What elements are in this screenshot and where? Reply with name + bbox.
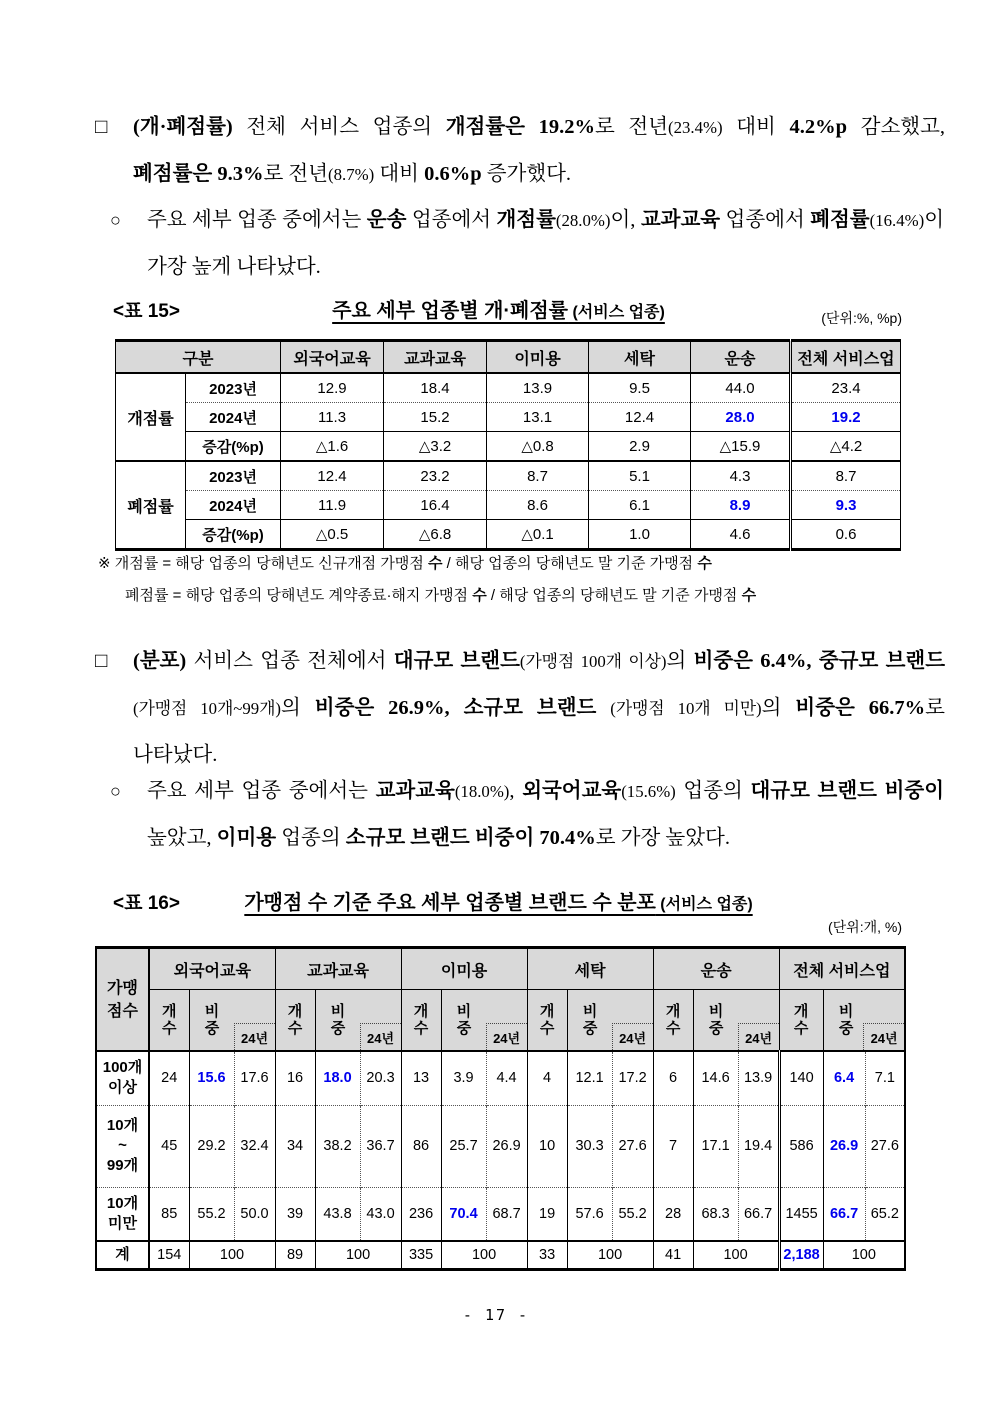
share-subheader-label: 비 중 [582,1003,598,1037]
share-cell: 29.2 [189,1105,234,1187]
share-subheader-label: 비 중 [330,1003,346,1037]
value-cell: △0.5 [281,520,384,550]
prev-year-cell: 17.6 [234,1051,275,1105]
share-subheader-label: 비 중 [204,1003,220,1037]
row-group-label: 폐점률 [116,461,186,550]
count-cell: 89 [275,1241,315,1269]
value-cell: △0.8 [487,432,589,462]
column-header-industry: 외국어교육 [281,341,384,374]
value-cell: 11.3 [281,403,384,432]
text-segment: 로 가장 높았다. [595,827,730,849]
text-segment: 개점률 [496,209,556,231]
text-segment: 비중은 26.9%, [314,697,464,719]
column-header-industry: 운송 [691,341,791,374]
table-15-footnote [98,548,906,612]
count-cell: 16 [275,1051,315,1105]
prev-year-cell: 68.7 [486,1187,527,1241]
text-segment: 비중은 6.4%, [693,650,819,672]
text-segment: 70.4% [539,827,596,849]
prev-year-subheader: 24년 [234,1023,275,1050]
table-15-title-suffix: (서비스 업종) [568,304,665,321]
share-subheader-label: 비 중 [456,1003,472,1037]
value-cell: 13.9 [487,373,589,403]
row-group-label: 개점률 [127,410,174,428]
prev-year-cell: 36.7 [360,1105,401,1187]
share-cell: 100 [315,1241,401,1269]
column-header-gubun: 구분 [116,341,281,374]
table-16-title [244,892,752,914]
value-cell: 13.1 [487,403,589,432]
value-cell: 15.2 [384,403,487,432]
prev-year-subheader: 24년 [360,1023,401,1050]
value-cell: 12.9 [281,373,384,403]
table-15 [115,339,901,551]
text-segment: 업종의 [675,780,751,802]
year-label: 2024년 [186,403,281,432]
value-cell: 12.4 [589,403,691,432]
share-cell: 18.0 [315,1051,360,1105]
table-15-caption [95,294,902,323]
year-label: 증감(%p) [186,520,281,550]
prev-year-cell: 27.6 [612,1105,653,1187]
text-segment: 4.2%p [789,116,861,138]
prev-year-subheader: 24년 [612,1023,653,1050]
share-cell: 100 [567,1241,653,1269]
text-segment: 폐점률은 9.3% [133,163,264,185]
count-cell: 1455 [779,1187,823,1241]
table-row [116,432,901,462]
value-cell: 6.1 [589,491,691,520]
text-segment: 대비 [374,163,425,185]
count-cell: 85 [149,1187,189,1241]
table-row [116,491,901,520]
text-segment: / 해당 업종의 당해년도 말 기준 가맹점 [442,555,698,572]
paragraph-distribution [95,638,945,778]
share-cell: 38.2 [315,1105,360,1187]
text-segment: 0.6%p [424,163,487,185]
prev-year-cell: 13.9 [738,1051,779,1105]
value-cell: 12.4 [281,461,384,491]
total-row [96,1241,905,1269]
count-subheader: 개 수 [779,990,823,1052]
industry-header: 교과교육 [275,948,401,990]
count-cell: 7 [653,1105,693,1187]
prev-year-cell: 19.4 [738,1105,779,1187]
year-label: 2024년 [186,491,281,520]
text-segment: 비중은 66.7% [795,697,926,719]
value-cell: △15.9 [691,432,791,462]
share-cell: 26.9 [823,1105,865,1187]
column-header-industry: 세탁 [589,341,691,374]
share-cell: 70.4 [441,1187,486,1241]
paragraph-text [133,116,945,185]
industry-header: 세탁 [527,948,653,990]
text-segment: (16.4%) [869,211,925,230]
circle-bullet-icon: ○ [110,781,121,801]
franchise-count-corner-header: 가맹 점수 [96,948,149,1052]
prev-year-cell: 65.2 [865,1187,905,1241]
industry-header: 이미용 [401,948,527,990]
table-15-title-text: 주요 세부 업종별 개·폐점률 [332,300,569,322]
table-16-unit: (단위:개, %) [827,919,902,935]
text-segment: 중규모 브랜드 [818,650,945,672]
count-cell: 335 [401,1241,441,1269]
text-segment: 로 전년 [263,163,329,185]
table-row [116,403,901,432]
share-cell: 57.6 [567,1187,612,1241]
value-cell: 19.2 [791,403,901,432]
share-cell: 100 [823,1241,905,1269]
table-16-title-suffix: (서비스 업종) [655,896,753,913]
text-segment: 로 전년 [594,116,669,138]
text-segment: (28.0%) [555,211,611,230]
text-segment: (개·폐점률) [133,116,247,138]
value-cell: 9.3 [791,491,901,520]
count-cell: 586 [779,1105,823,1187]
share-cell: 14.6 [693,1051,738,1105]
count-subheader: 개 수 [275,990,315,1052]
square-bullet-icon: □ [95,650,108,672]
prev-year-cell: 20.3 [360,1051,401,1105]
year-label: 증감(%p) [186,432,281,462]
table-row [96,1051,905,1105]
text-segment: 개점률은 19.2% [445,116,595,138]
share-cell: 25.7 [441,1105,486,1187]
circle-bullet-icon: ○ [110,210,121,230]
text-segment: (가맹점 10개~99개) [133,699,282,718]
table-16-title-text: 가맹점 수 기준 주요 세부 업종별 브랜드 수 분포 [244,892,656,914]
text-segment: 이 가장 높게 나타났다. [147,209,944,278]
text-segment: 주요 세부 업종 중에서는 [147,209,367,231]
value-cell: 9.5 [589,373,691,403]
count-cell: 86 [401,1105,441,1187]
share-cell: 12.1 [567,1051,612,1105]
text-segment: 전체 서비스 업종의 [246,116,446,138]
paragraph-text [133,650,945,766]
table-15-title [332,300,665,322]
text-segment: , [509,780,523,802]
text-segment: 교과교육 [640,209,726,231]
industry-header: 운송 [653,948,779,990]
value-cell: 44.0 [691,373,791,403]
prev-year-subheader: 24년 [486,1023,527,1050]
column-header-industry: 이미용 [487,341,589,374]
value-cell: 16.4 [384,491,487,520]
prev-year-cell: 32.4 [234,1105,275,1187]
year-label: 2023년 [186,373,281,403]
count-cell: 4 [527,1051,567,1105]
table-16-caption [95,886,902,915]
table-row [96,1187,905,1241]
table-row [116,461,901,491]
share-cell: 100 [441,1241,527,1269]
count-cell: 28 [653,1187,693,1241]
value-cell: 4.6 [691,520,791,550]
text-segment: (23.4%) [668,118,723,137]
table-header-row [96,948,905,990]
prev-year-cell: 50.0 [234,1187,275,1241]
count-cell: 34 [275,1105,315,1187]
text-segment: 폐점률 = 해당 업종의 당해년도 계약종료·해지 가맹점 [125,587,473,604]
text-segment: (8.7%) [328,165,375,184]
text-segment: 의 [761,697,796,719]
row-label: 100개 이상 [96,1051,149,1105]
total-label: 계 [96,1241,149,1269]
paragraph-text [147,209,944,278]
count-subheader: 개 수 [653,990,693,1052]
text-segment: 주요 세부 업종 중에서는 [147,780,376,802]
value-cell: 0.6 [791,520,901,550]
text-segment: 수 [427,555,443,572]
text-segment: 감소했고, [860,116,945,138]
text-segment: 높았고, [147,827,217,849]
footnote-line [98,548,906,580]
share-subheader [567,990,653,1052]
count-cell: 39 [275,1187,315,1241]
share-cell: 66.7 [823,1187,865,1241]
text-segment: 교과교육 [375,780,455,802]
value-cell: 23.2 [384,461,487,491]
prev-year-subheader: 24년 [863,1023,904,1050]
text-segment: 증가했다. [486,163,572,185]
text-segment: 대규모 브랜드 [393,650,520,672]
prev-year-cell: 7.1 [865,1051,905,1105]
value-cell: 8.9 [691,491,791,520]
year-label: 2023년 [186,461,281,491]
share-cell: 30.3 [567,1105,612,1187]
share-cell: 15.6 [189,1051,234,1105]
table-16 [95,946,906,1271]
share-subheader [693,990,779,1052]
text-segment: (가맹점 100개 이상) [519,652,667,671]
text-segment: 폐점률 [810,209,870,231]
industry-header: 전체 서비스업 [779,948,905,990]
table-row [116,373,901,403]
text-segment: (분포) [133,650,194,672]
count-cell: 41 [653,1241,693,1269]
count-cell: 140 [779,1051,823,1105]
table-15-unit: (단위:%, %p) [821,310,902,326]
count-cell: 10 [527,1105,567,1187]
paragraph-text [147,780,944,849]
share-cell: 100 [693,1241,779,1269]
prev-year-cell: 26.9 [486,1105,527,1187]
prev-year-subheader: 24년 [738,1023,779,1050]
count-subheader: 개 수 [527,990,567,1052]
table-15-label: <표 15> [113,301,180,322]
text-segment: 외국어교육 [522,780,622,802]
paragraph-open-close-rate [95,104,945,198]
value-cell: △0.1 [487,520,589,550]
value-cell: 1.0 [589,520,691,550]
table-16-label: <표 16> [113,893,180,914]
square-bullet-icon: □ [95,116,108,138]
value-cell: △4.2 [791,432,901,462]
value-cell: 23.4 [791,373,901,403]
share-subheader [315,990,401,1052]
count-cell: 33 [527,1241,567,1269]
text-segment: 운송 [366,209,412,231]
value-cell: 2.9 [589,432,691,462]
count-subheader: 개 수 [401,990,441,1052]
text-segment: 이, [610,209,641,231]
table-header-row [116,341,901,374]
value-cell: 18.4 [384,373,487,403]
text-segment: / 해당 업종의 당해년도 말 기준 가맹점 [486,587,742,604]
share-cell: 55.2 [189,1187,234,1241]
text-segment: 서비스 업종 전체에서 [193,650,394,672]
value-cell: △1.6 [281,432,384,462]
value-cell: 4.3 [691,461,791,491]
table-row [116,520,901,550]
share-cell: 68.3 [693,1187,738,1241]
value-cell: △6.8 [384,520,487,550]
text-segment: 수 [472,587,487,604]
text-segment: 로 나타났다. [133,697,945,766]
count-cell: 24 [149,1051,189,1105]
page-number: - 17 - [462,1306,530,1324]
value-cell: △3.2 [384,432,487,462]
share-cell: 43.8 [315,1187,360,1241]
text-segment: 대규모 브랜드 비중이 [750,780,944,802]
prev-year-cell: 66.7 [738,1187,779,1241]
text-segment: 업종에서 [411,209,497,231]
text-segment: ※ 개점률 = 해당 업종의 당해년도 신규개점 가맹점 [98,555,428,572]
share-subheader [441,990,527,1052]
count-subheader: 개 수 [149,990,189,1052]
text-segment: 이미용 [216,827,277,849]
text-segment: (15.6%) [621,782,676,801]
text-segment: 소규모 브랜드 [463,697,611,719]
share-cell: 17.1 [693,1105,738,1187]
row-label: 10개 미만 [96,1187,149,1241]
prev-year-cell: 27.6 [865,1105,905,1187]
prev-year-cell: 4.4 [486,1051,527,1105]
text-segment: (18.0%) [454,782,510,801]
text-segment: (가맹점 10개 미만) [610,699,762,718]
text-segment: 의 [666,650,694,672]
share-cell: 100 [189,1241,275,1269]
value-cell: 8.7 [791,461,901,491]
text-segment: 소규모 브랜드 비중이 [345,827,540,849]
industry-header: 외국어교육 [149,948,275,990]
value-cell: 8.7 [487,461,589,491]
table-subheader-row [96,990,905,1052]
count-cell: 2,188 [779,1241,823,1269]
share-subheader-label: 비 중 [708,1003,724,1037]
share-cell: 6.4 [823,1051,865,1105]
text-segment: 수 [741,587,757,604]
count-cell: 236 [401,1187,441,1241]
paragraph-open-close-detail [110,197,944,290]
text-segment: 업종에서 [725,209,811,231]
text-segment: 의 [281,697,315,719]
count-cell: 6 [653,1051,693,1105]
value-cell: 28.0 [691,403,791,432]
table-row [96,1105,905,1187]
text-segment: 업종의 [276,827,346,849]
text-segment: 수 [697,555,712,572]
share-subheader [189,990,275,1052]
value-cell: 5.1 [589,461,691,491]
paragraph-distribution-detail [110,768,944,861]
count-cell: 19 [527,1187,567,1241]
prev-year-cell: 55.2 [612,1187,653,1241]
text-segment: 대비 [722,116,790,138]
value-cell: 11.9 [281,491,384,520]
value-cell: 8.6 [487,491,589,520]
column-header-industry: 교과교육 [384,341,487,374]
count-cell: 13 [401,1051,441,1105]
share-subheader-label: 비 중 [838,1003,854,1037]
prev-year-cell: 43.0 [360,1187,401,1241]
column-header-total: 전체 서비스업 [791,341,901,374]
footnote-line [98,580,906,612]
share-cell: 3.9 [441,1051,486,1105]
prev-year-cell: 17.2 [612,1051,653,1105]
count-cell: 154 [149,1241,189,1269]
row-label: 10개 ~ 99개 [96,1105,149,1187]
count-cell: 45 [149,1105,189,1187]
share-subheader [823,990,905,1052]
